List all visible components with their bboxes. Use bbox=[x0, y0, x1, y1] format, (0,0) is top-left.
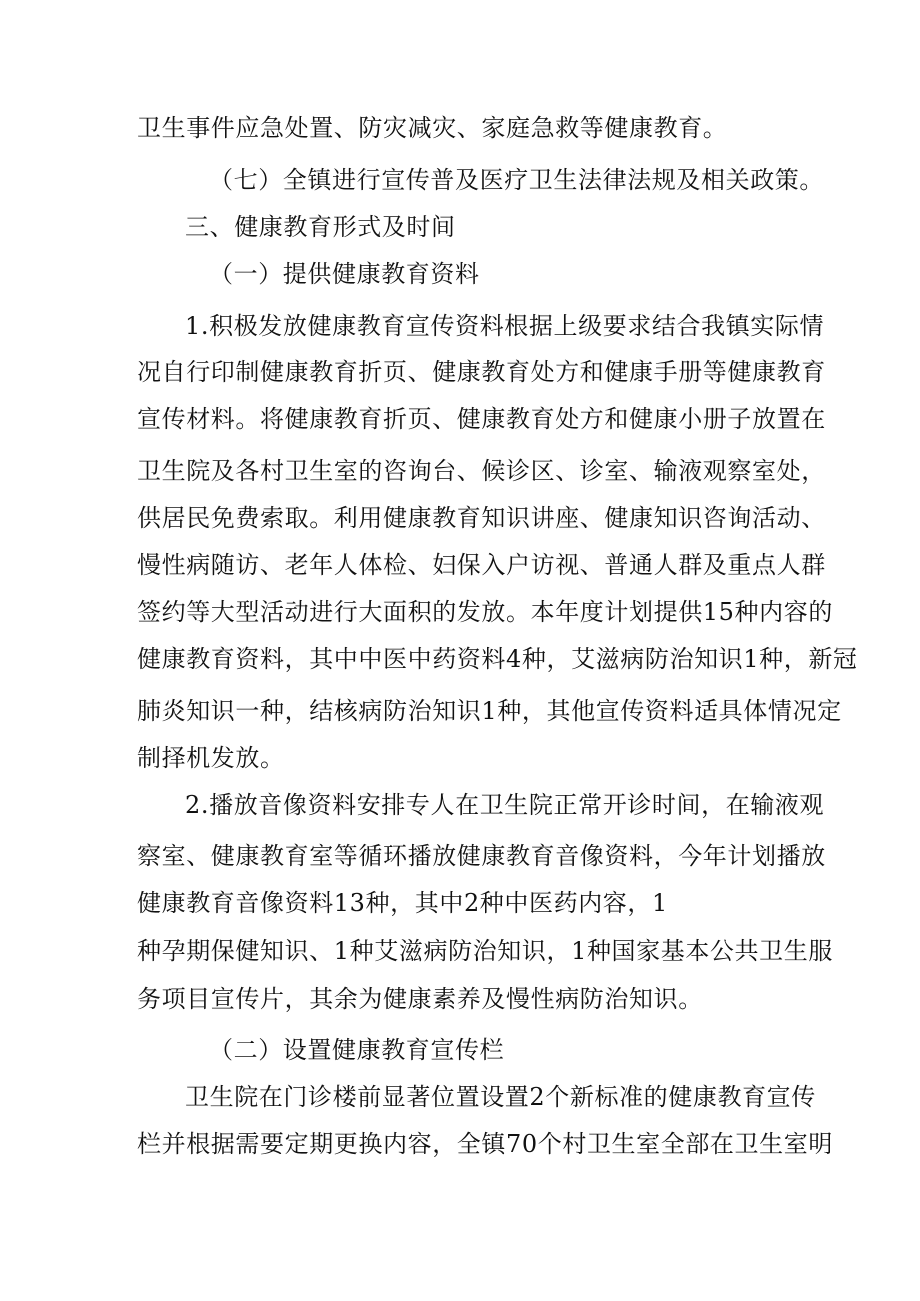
text-line: 健康教育资料，其中中医中药资料4种，艾滋病防治知识1种，新冠 bbox=[137, 645, 858, 673]
subsection-heading: （七）全镇进行宣传普及医疗卫生法律法规及相关政策。 bbox=[209, 166, 824, 194]
text-line: 种孕期保健知识、1种艾滋病防治知识，1种国家基本公共卫生服 bbox=[137, 937, 833, 965]
text-line: 察室、健康教育室等循环播放健康教育音像资料，今年计划播放 bbox=[137, 842, 826, 870]
text-line: 肺炎知识一种，结核病防治知识1种，其他宣传资料适具体情况定 bbox=[137, 697, 842, 725]
text-line: 卫生院及各村卫生室的咨询台、候诊区、诊室、输液观察室处， bbox=[137, 457, 826, 485]
paragraph-first-line: 卫生院在门诊楼前显著位置设置2个新标准的健康教育宣传 bbox=[185, 1083, 816, 1111]
text-line: 务项目宣传片，其余为健康素养及慢性病防治知识。 bbox=[137, 985, 703, 1013]
subsection-heading: （二）设置健康教育宣传栏 bbox=[209, 1036, 505, 1064]
text-line: 卫生事件应急处置、防灾减灾、家庭急救等健康教育。 bbox=[137, 114, 728, 142]
text-line: 况自行印制健康教育折页、健康教育处方和健康手册等健康教育 bbox=[137, 358, 826, 386]
text-line: 慢性病随访、老年人体检、妇保入户访视、普通人群及重点人群 bbox=[137, 551, 826, 579]
text-line: 宣传材料。将健康教育折页、健康教育处方和健康小册子放置在 bbox=[137, 405, 826, 433]
text-line: 供居民免费索取。利用健康教育知识讲座、健康知识咨询活动、 bbox=[137, 504, 826, 532]
subsection-heading: （一）提供健康教育资料 bbox=[209, 260, 480, 288]
text-line: 签约等大型活动进行大面积的发放。本年度计划提供15种内容的 bbox=[137, 598, 833, 626]
section-heading: 三、健康教育形式及时间 bbox=[185, 213, 456, 241]
text-line: 制择机发放。 bbox=[137, 744, 285, 772]
text-line: 健康教育音像资料13种，其中2种中医药内容，1 bbox=[137, 889, 668, 917]
paragraph-first-line: 2.播放音像资料安排专人在卫生院正常开诊时间，在输液观 bbox=[185, 791, 825, 819]
paragraph-first-line: 1.积极发放健康教育宣传资料根据上级要求结合我镇实际情 bbox=[185, 312, 825, 340]
text-line: 栏并根据需要定期更换内容，全镇70个村卫生室全部在卫生室明 bbox=[137, 1130, 833, 1158]
